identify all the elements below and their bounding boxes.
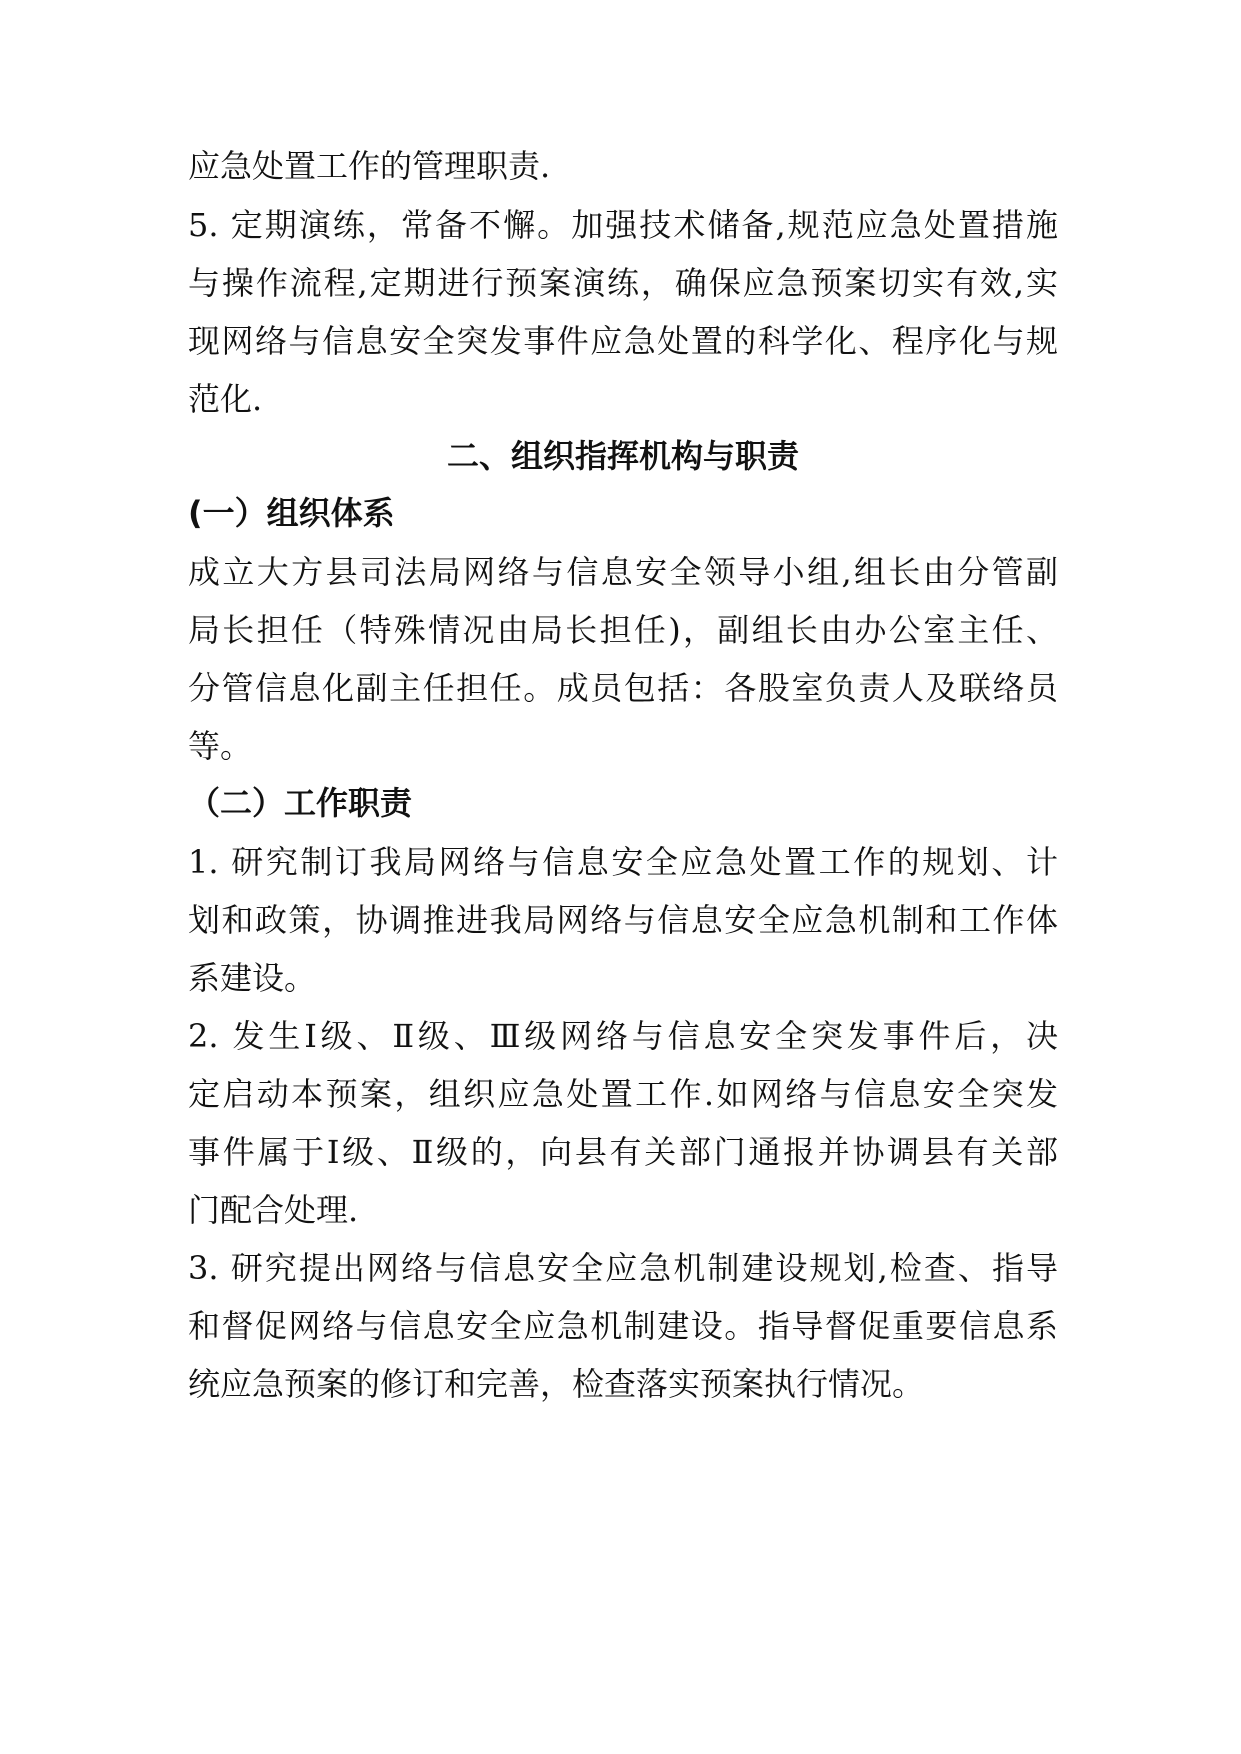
paragraph-line: 现网络与信息安全突发事件应急处置的科学化、程序化与规 [188,322,1058,360]
subsection-title-duties: （二）工作职责 [188,784,413,822]
list-item-line: 事件属于Ⅰ级、Ⅱ级的，向县有关部门通报并协调县有关部 [188,1133,1058,1171]
paragraph-line: 分管信息化副主任担任。成员包括：各股室负责人及联络员 [188,669,1058,707]
list-item-line: 门配合处理. [188,1191,359,1229]
paragraph-line: 成立大方县司法局网络与信息安全领导小组,组长由分管副 [188,553,1058,591]
list-item-line: 划和政策，协调推进我局网络与信息安全应急机制和工作体 [188,901,1058,939]
paragraph-line: 范化. [188,380,263,418]
paragraph-line: 与操作流程,定期进行预案演练，确保应急预案切实有效,实 [188,264,1058,302]
list-item-line: 定启动本预案，组织应急处置工作.如网络与信息安全突发 [188,1075,1058,1113]
list-item-line: 1. 研究制订我局网络与信息安全应急处置工作的规划、计 [188,843,1058,881]
section-title: 二、组织指挥机构与职责 [446,437,799,475]
list-item-line: 和督促网络与信息安全应急机制建设。指导督促重要信息系 [188,1307,1058,1345]
paragraph-line: 应急处置工作的管理职责. [188,147,551,185]
list-item-line: 2. 发生Ⅰ级、Ⅱ级、Ⅲ级网络与信息安全突发事件后，决 [188,1017,1058,1055]
paragraph-line: 5. 定期演练，常备不懈。加强技术储备,规范应急处置措施 [188,206,1058,244]
list-item-line: 系建设。 [188,959,317,997]
paragraph-line: 局长担任（特殊情况由局长担任)，副组长由办公室主任、 [188,611,1058,649]
list-item-line: 3. 研究提出网络与信息安全应急机制建设规划,检查、指导 [188,1249,1058,1287]
list-item-line: 统应急预案的修订和完善，检查落实预案执行情况。 [188,1365,925,1403]
paragraph-line: 等。 [188,727,253,765]
subsection-title-organization: (一）组织体系 [188,494,395,532]
